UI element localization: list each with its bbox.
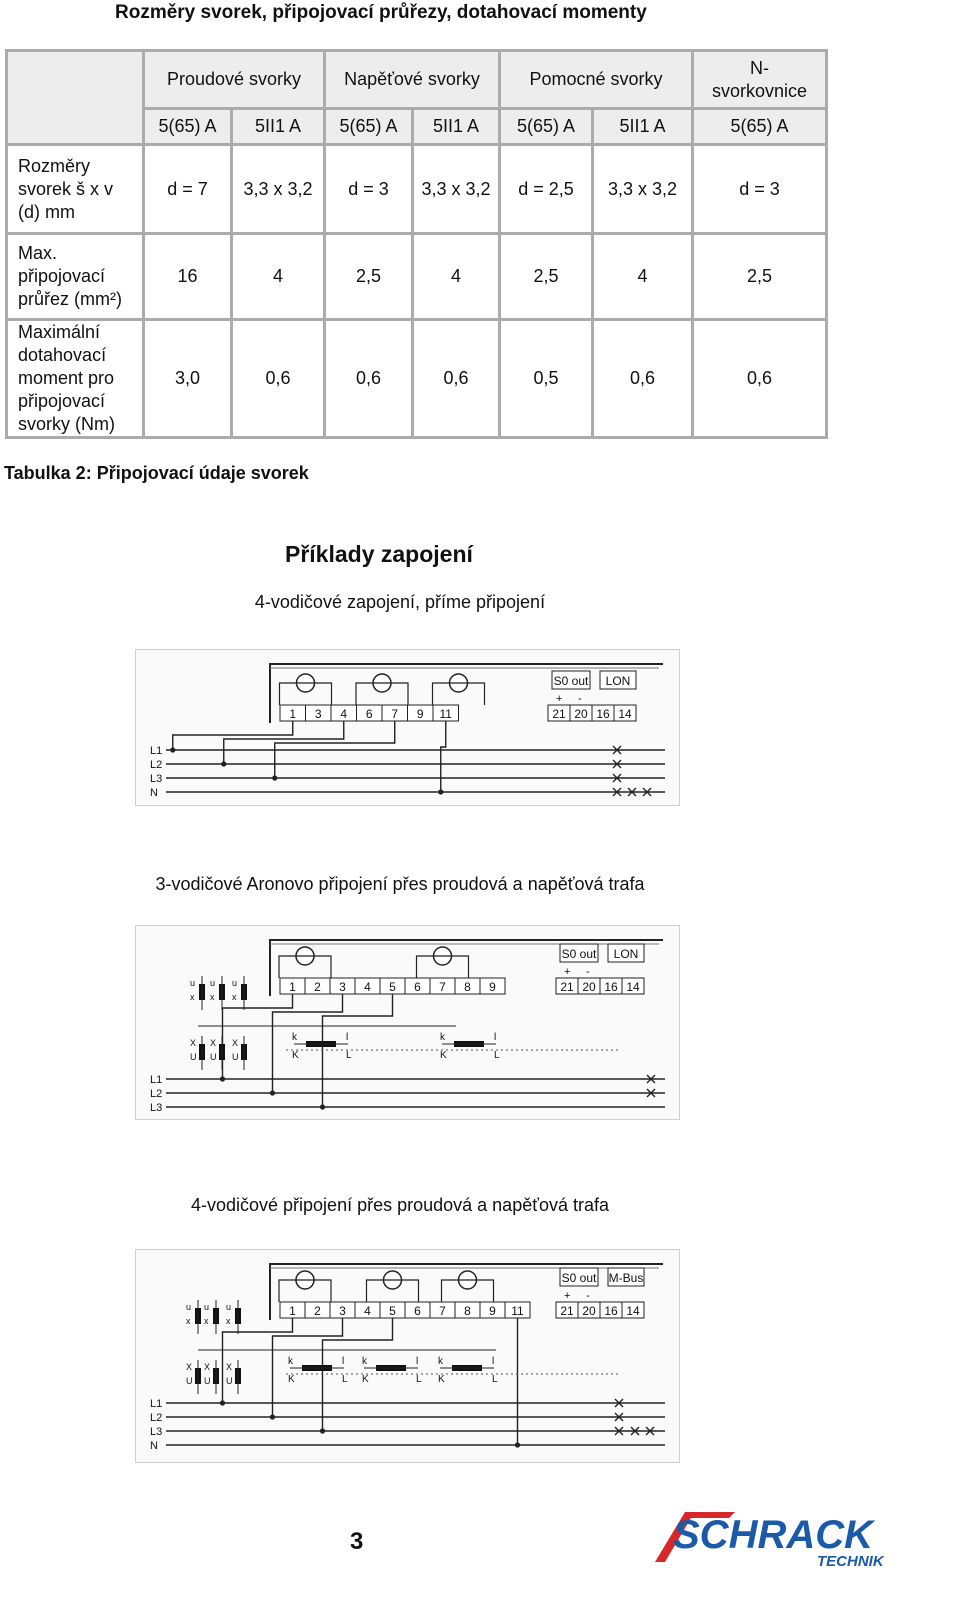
- junction-dot: [170, 747, 175, 752]
- polarity-plus: +: [564, 1290, 571, 1302]
- phase-label: L3: [150, 1426, 163, 1438]
- vt-label: x: [190, 992, 195, 1002]
- terminal-number: 7: [439, 1304, 446, 1318]
- aux-terminal-number: 16: [596, 707, 610, 721]
- junction-dot: [270, 1414, 275, 1419]
- vt-label: u: [226, 1302, 232, 1312]
- terminal-number: 9: [489, 980, 496, 994]
- terminal-number: 8: [464, 1304, 471, 1318]
- vt-label: X: [226, 1362, 233, 1372]
- ct-label: k: [362, 1356, 367, 1367]
- wiring-diagram: [135, 649, 680, 806]
- group-header: N-svorkovnice: [693, 51, 827, 109]
- ct-label: L: [416, 1374, 422, 1385]
- junction-dot: [221, 761, 226, 766]
- ct-label: k: [438, 1356, 443, 1367]
- row-header: Maximální dotahovací moment pro připojovací svorky (Nm): [7, 320, 144, 438]
- terminal-number: 3: [339, 1304, 346, 1318]
- table-cell: 3,3 x 3,2: [232, 145, 325, 234]
- table-cell: 16: [144, 234, 232, 320]
- ct-label: K: [362, 1374, 369, 1385]
- vt-label: U: [232, 1052, 239, 1062]
- table-cell: 0,6: [232, 320, 325, 438]
- group-header: Proudové svorky: [144, 51, 325, 109]
- current-cell: 5II1 A: [413, 109, 500, 145]
- ct-label: l: [342, 1356, 345, 1367]
- current-cell: 5(65) A: [325, 109, 413, 145]
- junction-dot: [272, 775, 277, 780]
- row-header: Max. připojovací průřez (mm²): [7, 234, 144, 320]
- interface-label: LON: [605, 674, 631, 688]
- interface-label: S0 out: [561, 1271, 597, 1285]
- terminal-number: 11: [511, 1304, 524, 1318]
- aux-terminal-number: 20: [582, 1304, 596, 1318]
- vt-label: x: [226, 1316, 231, 1326]
- aux-terminal-number: 16: [604, 1304, 618, 1318]
- ct-label: L: [346, 1050, 352, 1061]
- aux-terminal-number: 21: [560, 980, 574, 994]
- junction-dot: [220, 1076, 225, 1081]
- table-cell: 2,5: [500, 234, 593, 320]
- junction-dot: [515, 1442, 520, 1447]
- connection-wire: [223, 994, 293, 1079]
- logo-sub: TECHNIK: [817, 1553, 884, 1568]
- vt-label: X: [190, 1038, 197, 1048]
- current-cell: 5(65) A: [500, 109, 593, 145]
- terminal-number: 6: [414, 1304, 421, 1318]
- vt-label: u: [186, 1302, 192, 1312]
- interface-label: M-Bus: [608, 1271, 644, 1285]
- polarity-minus: -: [586, 1290, 590, 1302]
- schrack-logo: [645, 1508, 935, 1573]
- connection-wire: [441, 721, 446, 792]
- schrack-logo-icon: [645, 1508, 935, 1568]
- vt-label: x: [210, 992, 215, 1002]
- polarity-minus: -: [586, 966, 590, 978]
- terminal-number: 2: [314, 980, 321, 994]
- junction-dot: [270, 1090, 275, 1095]
- table-cell: 3,0: [144, 320, 232, 438]
- terminal-number: 9: [489, 1304, 496, 1318]
- ct-label: l: [492, 1356, 495, 1367]
- aux-terminal-number: 21: [560, 1304, 574, 1318]
- table-cell: 0,6: [593, 320, 693, 438]
- page-number: 3: [350, 1528, 364, 1555]
- table-cell: 0,6: [413, 320, 500, 438]
- terminal-spec-table: [5, 49, 828, 439]
- terminal-number: 4: [340, 707, 348, 721]
- vt-label: U: [204, 1376, 211, 1386]
- table-cell: d = 7: [144, 145, 232, 234]
- ct-label: l: [346, 1032, 349, 1043]
- table-row: [7, 145, 827, 234]
- ct-label: k: [440, 1032, 445, 1043]
- vt-label: X: [210, 1038, 217, 1048]
- section-title: Příklady zapojení: [285, 541, 473, 567]
- vt-label: X: [186, 1362, 193, 1372]
- table-cell: d = 2,5: [500, 145, 593, 234]
- phase-label: L1: [150, 745, 163, 757]
- aux-terminal-number: 14: [626, 1304, 640, 1318]
- interface-label: S0 out: [561, 947, 597, 961]
- table-cell: 4: [413, 234, 500, 320]
- terminal-number: 3: [314, 707, 322, 721]
- terminal-number: 7: [391, 707, 399, 721]
- table-cell: 2,5: [325, 234, 413, 320]
- ct-label: K: [438, 1374, 445, 1385]
- phase-label: L2: [150, 1412, 163, 1424]
- table-cell: d = 3: [693, 145, 827, 234]
- table-row: [7, 320, 827, 438]
- table-cell: 4: [593, 234, 693, 320]
- wiring-diagram: [135, 925, 680, 1120]
- ct-label: k: [292, 1032, 297, 1043]
- aux-terminal-number: 14: [626, 980, 640, 994]
- ct-label: k: [288, 1356, 293, 1367]
- aux-terminal-number: 20: [582, 980, 596, 994]
- ct-label: L: [342, 1374, 348, 1385]
- junction-dot: [320, 1428, 325, 1433]
- ct-label: K: [288, 1374, 295, 1385]
- vt-label: U: [210, 1052, 217, 1062]
- group-header: Pomocné svorky: [500, 51, 693, 109]
- terminal-number: 1: [289, 1304, 296, 1318]
- table-row: [7, 234, 827, 320]
- diagram-caption: 4-vodičové zapojení, příme připojení: [254, 592, 546, 612]
- page-title: Rozměry svorek, připojovací průřezy, dotahovací momenty: [115, 2, 647, 23]
- ct-label: L: [492, 1374, 498, 1385]
- table-cell: 2,5: [693, 234, 827, 320]
- row-header: Rozměry svorek š x v (d) mm: [7, 145, 144, 234]
- current-cell: 5II1 A: [232, 109, 325, 145]
- current-cell: 5(65) A: [144, 109, 232, 145]
- aux-terminal-number: 20: [574, 707, 588, 721]
- ct-label: l: [416, 1356, 419, 1367]
- terminal-number: 5: [389, 980, 396, 994]
- table-cell: d = 3: [325, 145, 413, 234]
- interface-label: LON: [613, 947, 639, 961]
- group-header: Napěťové svorky: [325, 51, 500, 109]
- terminal-number: 11: [439, 707, 452, 721]
- diagram-caption: 3-vodičové Aronovo připojení přes proudová a napěťová trafa: [155, 874, 645, 894]
- table-cell: 0,6: [325, 320, 413, 438]
- ct-label: L: [494, 1050, 500, 1061]
- vt-label: X: [204, 1362, 211, 1372]
- junction-dot: [438, 789, 443, 794]
- vt-label: x: [204, 1316, 209, 1326]
- terminal-number: 2: [314, 1304, 321, 1318]
- vt-label: x: [186, 1316, 191, 1326]
- phase-label: L2: [150, 759, 163, 771]
- wiring-diagram-svg: [136, 1250, 679, 1462]
- vt-label: u: [210, 978, 216, 988]
- vt-label: u: [190, 978, 196, 988]
- current-cell: 5(65) A: [693, 109, 827, 145]
- aux-terminal-number: 14: [618, 707, 632, 721]
- terminal-number: 9: [416, 707, 424, 721]
- terminal-number: 6: [365, 707, 373, 721]
- terminal-number: 1: [289, 980, 296, 994]
- terminal-number: 1: [289, 707, 297, 721]
- vt-label: u: [204, 1302, 210, 1312]
- diagram-caption: 4-vodičové připojení přes proudová a napěťová trafa: [190, 1195, 610, 1215]
- wiring-diagram-svg: [136, 650, 679, 805]
- phase-label: L3: [150, 773, 163, 785]
- terminal-number: 8: [464, 980, 471, 994]
- aux-terminal-number: 16: [604, 980, 618, 994]
- vt-label: U: [186, 1376, 193, 1386]
- phase-label: N: [150, 787, 158, 799]
- vt-label: X: [232, 1038, 239, 1048]
- ct-label: K: [440, 1050, 447, 1061]
- table-corner-cell: [7, 51, 144, 145]
- vt-label: x: [232, 992, 237, 1002]
- polarity-plus: +: [556, 693, 563, 705]
- junction-dot: [320, 1104, 325, 1109]
- table-cell: 4: [232, 234, 325, 320]
- interface-label: S0 out: [553, 674, 589, 688]
- wiring-diagram-svg: [136, 926, 679, 1119]
- aux-terminal-number: 21: [552, 707, 566, 721]
- terminal-number: 4: [364, 1304, 371, 1318]
- polarity-plus: +: [564, 966, 571, 978]
- table-caption: Tabulka 2: Připojovací údaje svorek: [4, 463, 309, 483]
- table-cell: 3,3 x 3,2: [593, 145, 693, 234]
- phase-label: L1: [150, 1398, 163, 1410]
- vt-label: u: [232, 978, 238, 988]
- terminal-number: 3: [339, 980, 346, 994]
- logo-brand: SCHRACK: [673, 1513, 873, 1557]
- table-cell: 0,5: [500, 320, 593, 438]
- vt-label: U: [190, 1052, 197, 1062]
- ct-label: K: [292, 1050, 299, 1061]
- table-cell: 3,3 x 3,2: [413, 145, 500, 234]
- phase-label: L3: [150, 1102, 163, 1114]
- terminal-number: 7: [439, 980, 446, 994]
- connection-wire: [223, 1318, 293, 1403]
- terminal-number: 6: [414, 980, 421, 994]
- terminal-number: 5: [389, 1304, 396, 1318]
- table-cell: 0,6: [693, 320, 827, 438]
- ct-label: l: [494, 1032, 497, 1043]
- junction-dot: [220, 1400, 225, 1405]
- terminal-number: 4: [364, 980, 371, 994]
- vt-label: U: [226, 1376, 233, 1386]
- phase-label: L2: [150, 1088, 163, 1100]
- phase-label: N: [150, 1440, 158, 1452]
- current-cell: 5II1 A: [593, 109, 693, 145]
- phase-label: L1: [150, 1074, 163, 1086]
- wiring-diagram: [135, 1249, 680, 1463]
- polarity-minus: -: [578, 693, 582, 705]
